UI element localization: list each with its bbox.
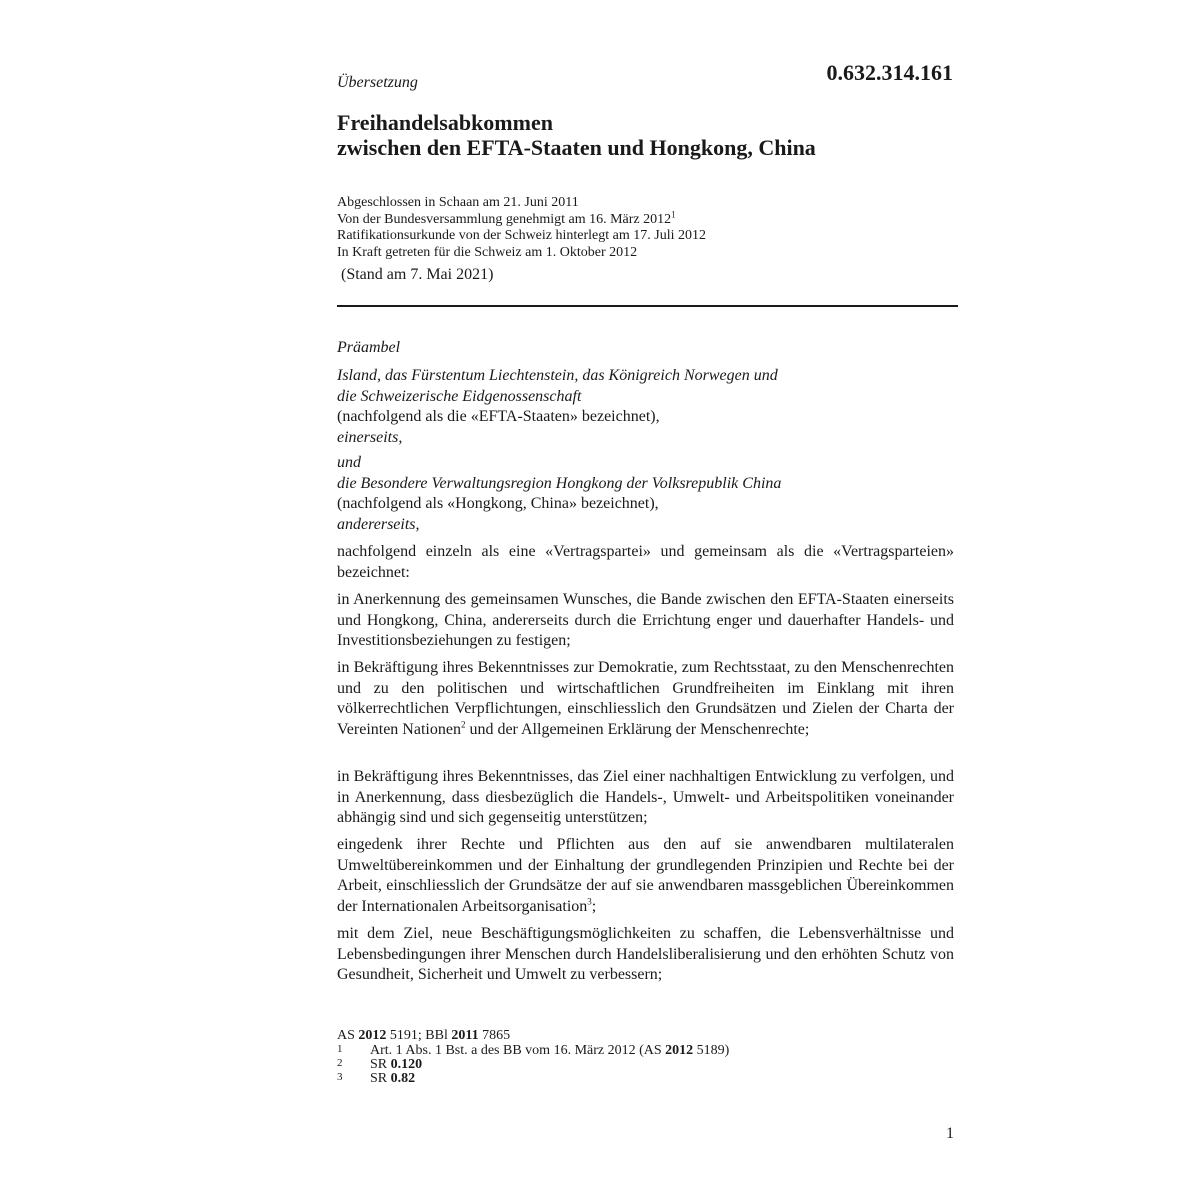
preamble-paragraph-1: in Anerkennung des gemeinsamen Wunsches, die Bande zwischen den EFTA-Staaten einerseits und Hongkong, China, andererseits durch die Errichtung enger und dauerhafter Handels- und Investitionsbeziehungen zu festigen; <box>337 591 954 649</box>
efta-parties-line-1: Island, das Fürstentum Liechtenstein, das Königreich Norwegen und <box>337 367 778 384</box>
as-year: 2012 <box>358 1028 387 1043</box>
preamble-heading: Präambel <box>337 339 401 356</box>
hk-party <box>337 453 954 535</box>
footnotes <box>337 1027 954 1086</box>
paragraph-2-text-b: und der Allgemeinen Erklärung der Menschenrechte; <box>465 720 810 738</box>
paragraph-4-text-a: eingedenk ihrer Rechte und Pflichten aus den auf sie anwendbaren multilateralen Umweltübereinkommen und der Einhaltung der grundlegenden Prinzipien und Rechte bei der Arbeit, einschliesslich der Grundsätze der auf sie anwendbaren massgeblichen Übereinkommen der Internationalen Arbeitsorganisation <box>337 836 954 915</box>
hk-designation: (nachfolgend als «Hongkong, China» bezeichnet), <box>337 495 659 512</box>
footnote-text: SR 0.120 <box>370 1057 423 1072</box>
bbl-page: 7865 <box>478 1028 511 1043</box>
as-page: 5191; BBl <box>386 1028 452 1043</box>
preamble-paragraph-2 <box>337 658 954 740</box>
ratified-line: Ratifikationsurkunde von der Schweiz hinterlegt am 17. Juli 2012 <box>337 228 706 243</box>
as-prefix: AS <box>337 1028 359 1043</box>
approved-text: Von der Bundesversammlung genehmigt am 16. März 2012 <box>337 211 672 227</box>
footnote-ref-2[interactable]: 2 <box>460 719 466 730</box>
title-line-1: Freihandelsabkommen <box>337 110 553 135</box>
preamble-paragraph-4 <box>337 835 954 917</box>
efta-parties <box>337 366 954 448</box>
title-line-2: zwischen den EFTA-Staaten und Hongkong, China <box>337 135 816 160</box>
concluded-line: Abgeschlossen in Schaan am 21. Juni 2011 <box>337 195 579 210</box>
hk-side: andererseits, <box>337 515 420 533</box>
in-force-line: In Kraft getreten für die Schweiz am 1. Oktober 2012 <box>337 244 638 260</box>
designation-paragraph: nachfolgend einzeln als eine «Vertragspartei» und gemeinsam als die «Vertragsparteien» bezeichnet: <box>337 543 954 581</box>
hk-party-name: die Besondere Verwaltungsregion Hongkong der Volksrepublik China <box>337 474 782 492</box>
efta-side: einerseits, <box>337 428 403 446</box>
sr-number: 0.632.314.161 <box>826 60 953 85</box>
footnote-number: 2 <box>337 1057 343 1069</box>
approved-line <box>337 208 706 229</box>
translation-label: Übersetzung <box>337 74 418 91</box>
page-number: 1 <box>946 1125 954 1142</box>
treaty-metadata <box>337 195 706 261</box>
footnote-number: 3 <box>337 1071 343 1083</box>
paragraph-2-text-a: in Bekräftigung ihres Bekenntnisses zur Demokratie, zum Rechtsstaat, zu den Menschenrechten und zu den politischen und wirtschaftlichen Grundfreiheiten im Einklang mit ihren völkerrechtlichen Verpflichtungen, einschliesslich den Grundsätzen und Zielen der Charta der Vereinten Nationen <box>337 659 954 738</box>
preamble-paragraph-5: mit dem Ziel, neue Beschäftigungsmöglichkeiten zu schaffen, die Lebensverhältnisse und Lebensbedingungen ihrer Menschen durch Handelsliberalisierung und den erhöhten Schutz von Gesundheit, Sicherheit und Umwelt zu verbessern; <box>337 925 954 983</box>
footnote-number: 1 <box>337 1043 343 1055</box>
footnote-text: SR 0.82 <box>370 1071 416 1086</box>
efta-parties-line-2: die Schweizerische Eidgenossenschaft <box>337 387 582 405</box>
paragraph-4-text-b: ; <box>591 897 597 915</box>
and-conjunction: und <box>337 454 361 471</box>
efta-designation: (nachfolgend als die «EFTA-Staaten» bezeichnet), <box>337 408 660 425</box>
preamble-paragraph-3: in Bekräftigung ihres Bekenntnisses, das Ziel einer nachhaltigen Entwicklung zu verfolgen, und in Anerkennung, dass diesbezüglich die Handels-, Umwelt- und Arbeitspolitiken voneinander abhängig sind und sich gegenseitig unterstützen; <box>337 768 954 826</box>
footnote-ref-3[interactable]: 3 <box>587 896 592 907</box>
status-date: (Stand am 7. Mai 2021) <box>341 266 494 283</box>
document-title <box>337 110 816 160</box>
publication-reference <box>337 1027 954 1044</box>
divider <box>337 305 958 307</box>
footnote-ref-1[interactable]: 1 <box>671 208 676 219</box>
bbl-year: 2011 <box>451 1028 479 1043</box>
footnote-3 <box>337 1072 954 1086</box>
footnote-1 <box>337 1044 954 1058</box>
footnote-text: Art. 1 Abs. 1 Bst. a des BB vom 16. März 2012 (AS 2012 5189) <box>370 1043 730 1058</box>
footnote-2 <box>337 1058 954 1072</box>
